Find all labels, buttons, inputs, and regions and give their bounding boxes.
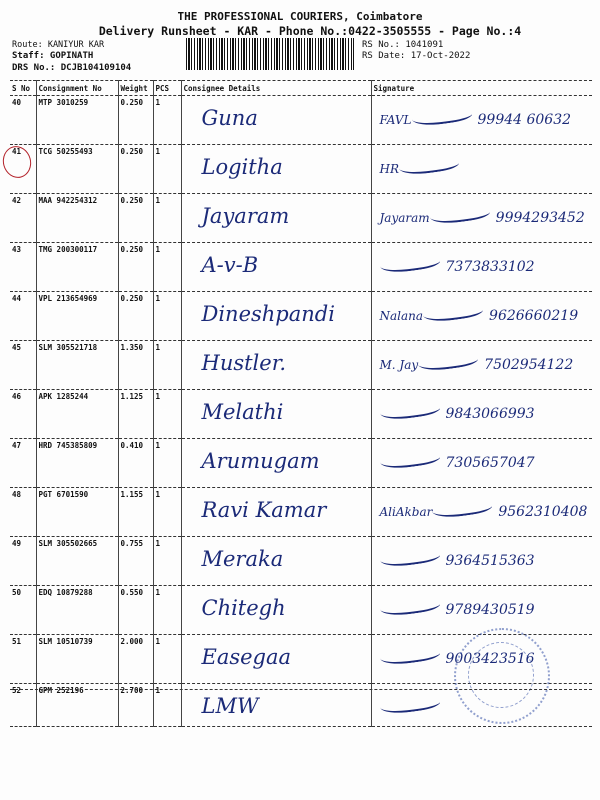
table-row xyxy=(10,292,592,341)
cell-pcs: 1 xyxy=(153,194,181,243)
signature xyxy=(374,304,591,324)
cell-consignment: TMG 200300117 xyxy=(36,243,118,292)
cell-consignee xyxy=(181,194,371,243)
cell-consignment: SLM 10510739 xyxy=(36,635,118,684)
cell-sno: 45 xyxy=(10,341,36,390)
col-pcs: PCS xyxy=(153,81,181,96)
cell-sno: 43 xyxy=(10,243,36,292)
company-title: THE PROFESSIONAL COURIERS, Coimbatore xyxy=(177,10,423,23)
cell-consignment: APK 1285244 xyxy=(36,390,118,439)
signature-phone: 9003423516 xyxy=(445,651,535,667)
cell-consignment: HRD 745385809 xyxy=(36,439,118,488)
cell-weight: 2.000 xyxy=(118,635,153,684)
table-row xyxy=(10,243,592,292)
signature-scribble xyxy=(379,398,441,422)
cell-weight: 0.410 xyxy=(118,439,153,488)
cell-pcs: 1 xyxy=(153,243,181,292)
signature-text: HR xyxy=(379,162,399,176)
cell-consignment: EDQ 10879288 xyxy=(36,586,118,635)
table-row xyxy=(10,194,592,243)
cell-pcs: 1 xyxy=(153,537,181,586)
cell-sno: 51 xyxy=(10,635,36,684)
cell-weight: 0.250 xyxy=(118,243,153,292)
signature xyxy=(374,255,591,275)
cell-weight: 0.250 xyxy=(118,292,153,341)
cell-weight: 0.250 xyxy=(118,96,153,145)
cell-sno: 48 xyxy=(10,488,36,537)
cell-sno: 44 xyxy=(10,292,36,341)
cell-sno: 42 xyxy=(10,194,36,243)
signature xyxy=(374,108,591,128)
cell-sno: 52 xyxy=(10,684,36,727)
consignee-name: A-v-B xyxy=(201,253,259,277)
cell-consignee xyxy=(181,243,371,292)
cell-weight: 0.755 xyxy=(118,537,153,586)
signature-text: M. Jay xyxy=(379,358,419,372)
signature-phone: 9994293452 xyxy=(495,210,585,226)
signature xyxy=(374,157,591,177)
cell-consignment: VPL 213654969 xyxy=(36,292,118,341)
cell-consignee xyxy=(181,96,371,145)
col-consignment: Consignment No xyxy=(36,81,118,96)
col-consignee: Consignee Details xyxy=(181,81,371,96)
signature xyxy=(374,353,591,373)
cell-pcs: 1 xyxy=(153,488,181,537)
consignee-name: Logitha xyxy=(201,155,283,179)
cell-sno: 41 xyxy=(10,145,36,194)
signature xyxy=(374,598,591,618)
signature-phone: 9789430519 xyxy=(445,602,535,618)
cell-weight: 0.250 xyxy=(118,194,153,243)
cell-pcs: 1 xyxy=(153,96,181,145)
signature-phone: 7502954122 xyxy=(484,357,574,373)
cell-weight: 1.350 xyxy=(118,341,153,390)
cell-weight: 1.125 xyxy=(118,390,153,439)
cell-pcs: 1 xyxy=(153,341,181,390)
cell-consignment: TCG 50255493 xyxy=(36,145,118,194)
cell-sno: 47 xyxy=(10,439,36,488)
signature-phone: 9626660219 xyxy=(489,308,579,324)
consignee-name: Easegaa xyxy=(201,645,292,669)
cell-signature xyxy=(371,586,592,635)
route-label: Route: KANIYUR KAR xyxy=(12,40,105,50)
signature-scribble xyxy=(432,496,494,520)
signature-scribble xyxy=(379,643,441,667)
rs-number: RS No.: 1041091 xyxy=(362,40,444,50)
signature-text: FAVL xyxy=(379,113,412,127)
consignee-name: Arumugam xyxy=(201,449,320,473)
cell-signature xyxy=(371,439,592,488)
signature-phone: 9364515363 xyxy=(445,553,535,569)
signature-phone: 9562310408 xyxy=(498,504,588,520)
cell-consignee xyxy=(181,488,371,537)
signature-scribble xyxy=(379,692,441,716)
cell-signature xyxy=(371,390,592,439)
consignee-name: Chitegh xyxy=(201,596,286,620)
col-signature: Signature xyxy=(371,81,592,96)
table-row xyxy=(10,537,592,586)
cell-weight: 0.550 xyxy=(118,586,153,635)
cell-consignment: SLM 305502665 xyxy=(36,537,118,586)
cell-consignee xyxy=(181,390,371,439)
cell-consignment: GPM 252196 xyxy=(36,684,118,727)
cell-consignment: SLM 305521718 xyxy=(36,341,118,390)
cell-weight: 0.250 xyxy=(118,145,153,194)
col-weight: Weight xyxy=(118,81,153,96)
runsheet-subtitle: Delivery Runsheet - KAR - Phone No.:0422-3505555 - Page No.:4 xyxy=(98,24,522,38)
cell-consignment: MAA 942254312 xyxy=(36,194,118,243)
cell-weight: 1.155 xyxy=(118,488,153,537)
signature xyxy=(374,500,591,520)
cell-consignee xyxy=(181,145,371,194)
signature-phone: 9843066993 xyxy=(445,406,535,422)
signature xyxy=(374,549,591,569)
cell-pcs: 1 xyxy=(153,390,181,439)
table-row xyxy=(10,390,592,439)
consignee-name: LMW xyxy=(201,694,259,718)
cell-consignee xyxy=(181,292,371,341)
cell-consignee xyxy=(181,439,371,488)
cell-signature xyxy=(371,145,592,194)
cell-sno: 40 xyxy=(10,96,36,145)
cell-signature xyxy=(371,243,592,292)
barcode xyxy=(186,38,354,70)
consignee-name: Hustler. xyxy=(201,351,287,375)
cell-sno: 49 xyxy=(10,537,36,586)
signature xyxy=(374,451,591,471)
cell-consignment: PGT 6701590 xyxy=(36,488,118,537)
delivery-stamp xyxy=(454,628,550,724)
consignee-name: Ravi Kamar xyxy=(201,498,327,522)
signature-phone: 99944 60632 xyxy=(477,112,572,128)
cell-pcs: 1 xyxy=(153,292,181,341)
signature-text: Nalana xyxy=(379,309,424,323)
cell-sno: 50 xyxy=(10,586,36,635)
staff-label: Staff: GOPINATH xyxy=(12,51,94,61)
col-sno: S No xyxy=(10,81,36,96)
cell-signature xyxy=(371,537,592,586)
consignee-name: Guna xyxy=(201,106,258,130)
signature-scribble xyxy=(411,104,473,128)
drs-number: DRS No.: DCJB104109104 xyxy=(12,63,132,73)
rs-date: RS Date: 17-Oct-2022 xyxy=(362,51,471,61)
cell-consignee xyxy=(181,635,371,684)
cell-consignee xyxy=(181,341,371,390)
signature xyxy=(374,402,591,422)
signature-scribble xyxy=(429,202,491,226)
table-row xyxy=(10,488,592,537)
signature xyxy=(374,206,591,226)
signature-text: Jayaram xyxy=(379,211,430,225)
cell-consignee xyxy=(181,537,371,586)
signature-scribble xyxy=(379,594,441,618)
table-header-row xyxy=(10,81,592,96)
cell-pcs: 1 xyxy=(153,145,181,194)
signature-text: AliAkbar xyxy=(379,505,433,519)
consignee-name: Dineshpandi xyxy=(201,302,335,326)
signature-scribble xyxy=(379,447,441,471)
table-row xyxy=(10,439,592,488)
table-row xyxy=(10,145,592,194)
cell-pcs: 1 xyxy=(153,439,181,488)
cell-signature xyxy=(371,194,592,243)
consignee-name: Melathi xyxy=(201,400,284,424)
table-row xyxy=(10,96,592,145)
cell-pcs: 1 xyxy=(153,586,181,635)
signature-scribble xyxy=(398,153,460,177)
signature-scribble xyxy=(422,300,484,324)
cell-signature xyxy=(371,488,592,537)
cell-consignment: MTP 3010259 xyxy=(36,96,118,145)
bottom-divider xyxy=(10,689,592,690)
cell-signature xyxy=(371,96,592,145)
cell-signature xyxy=(371,292,592,341)
signature-phone: 7373833102 xyxy=(445,259,535,275)
consignee-name: Meraka xyxy=(201,547,284,571)
table-row xyxy=(10,341,592,390)
signature-scribble xyxy=(417,349,479,373)
cell-weight: 2.700 xyxy=(118,684,153,727)
cell-consignee xyxy=(181,586,371,635)
cell-pcs: 1 xyxy=(153,684,181,727)
signature-phone: 7305657047 xyxy=(445,455,535,471)
signature-scribble xyxy=(379,545,441,569)
consignee-name: Jayaram xyxy=(201,204,290,228)
cell-sno: 46 xyxy=(10,390,36,439)
cell-pcs: 1 xyxy=(153,635,181,684)
signature-scribble xyxy=(379,251,441,275)
cell-signature xyxy=(371,341,592,390)
